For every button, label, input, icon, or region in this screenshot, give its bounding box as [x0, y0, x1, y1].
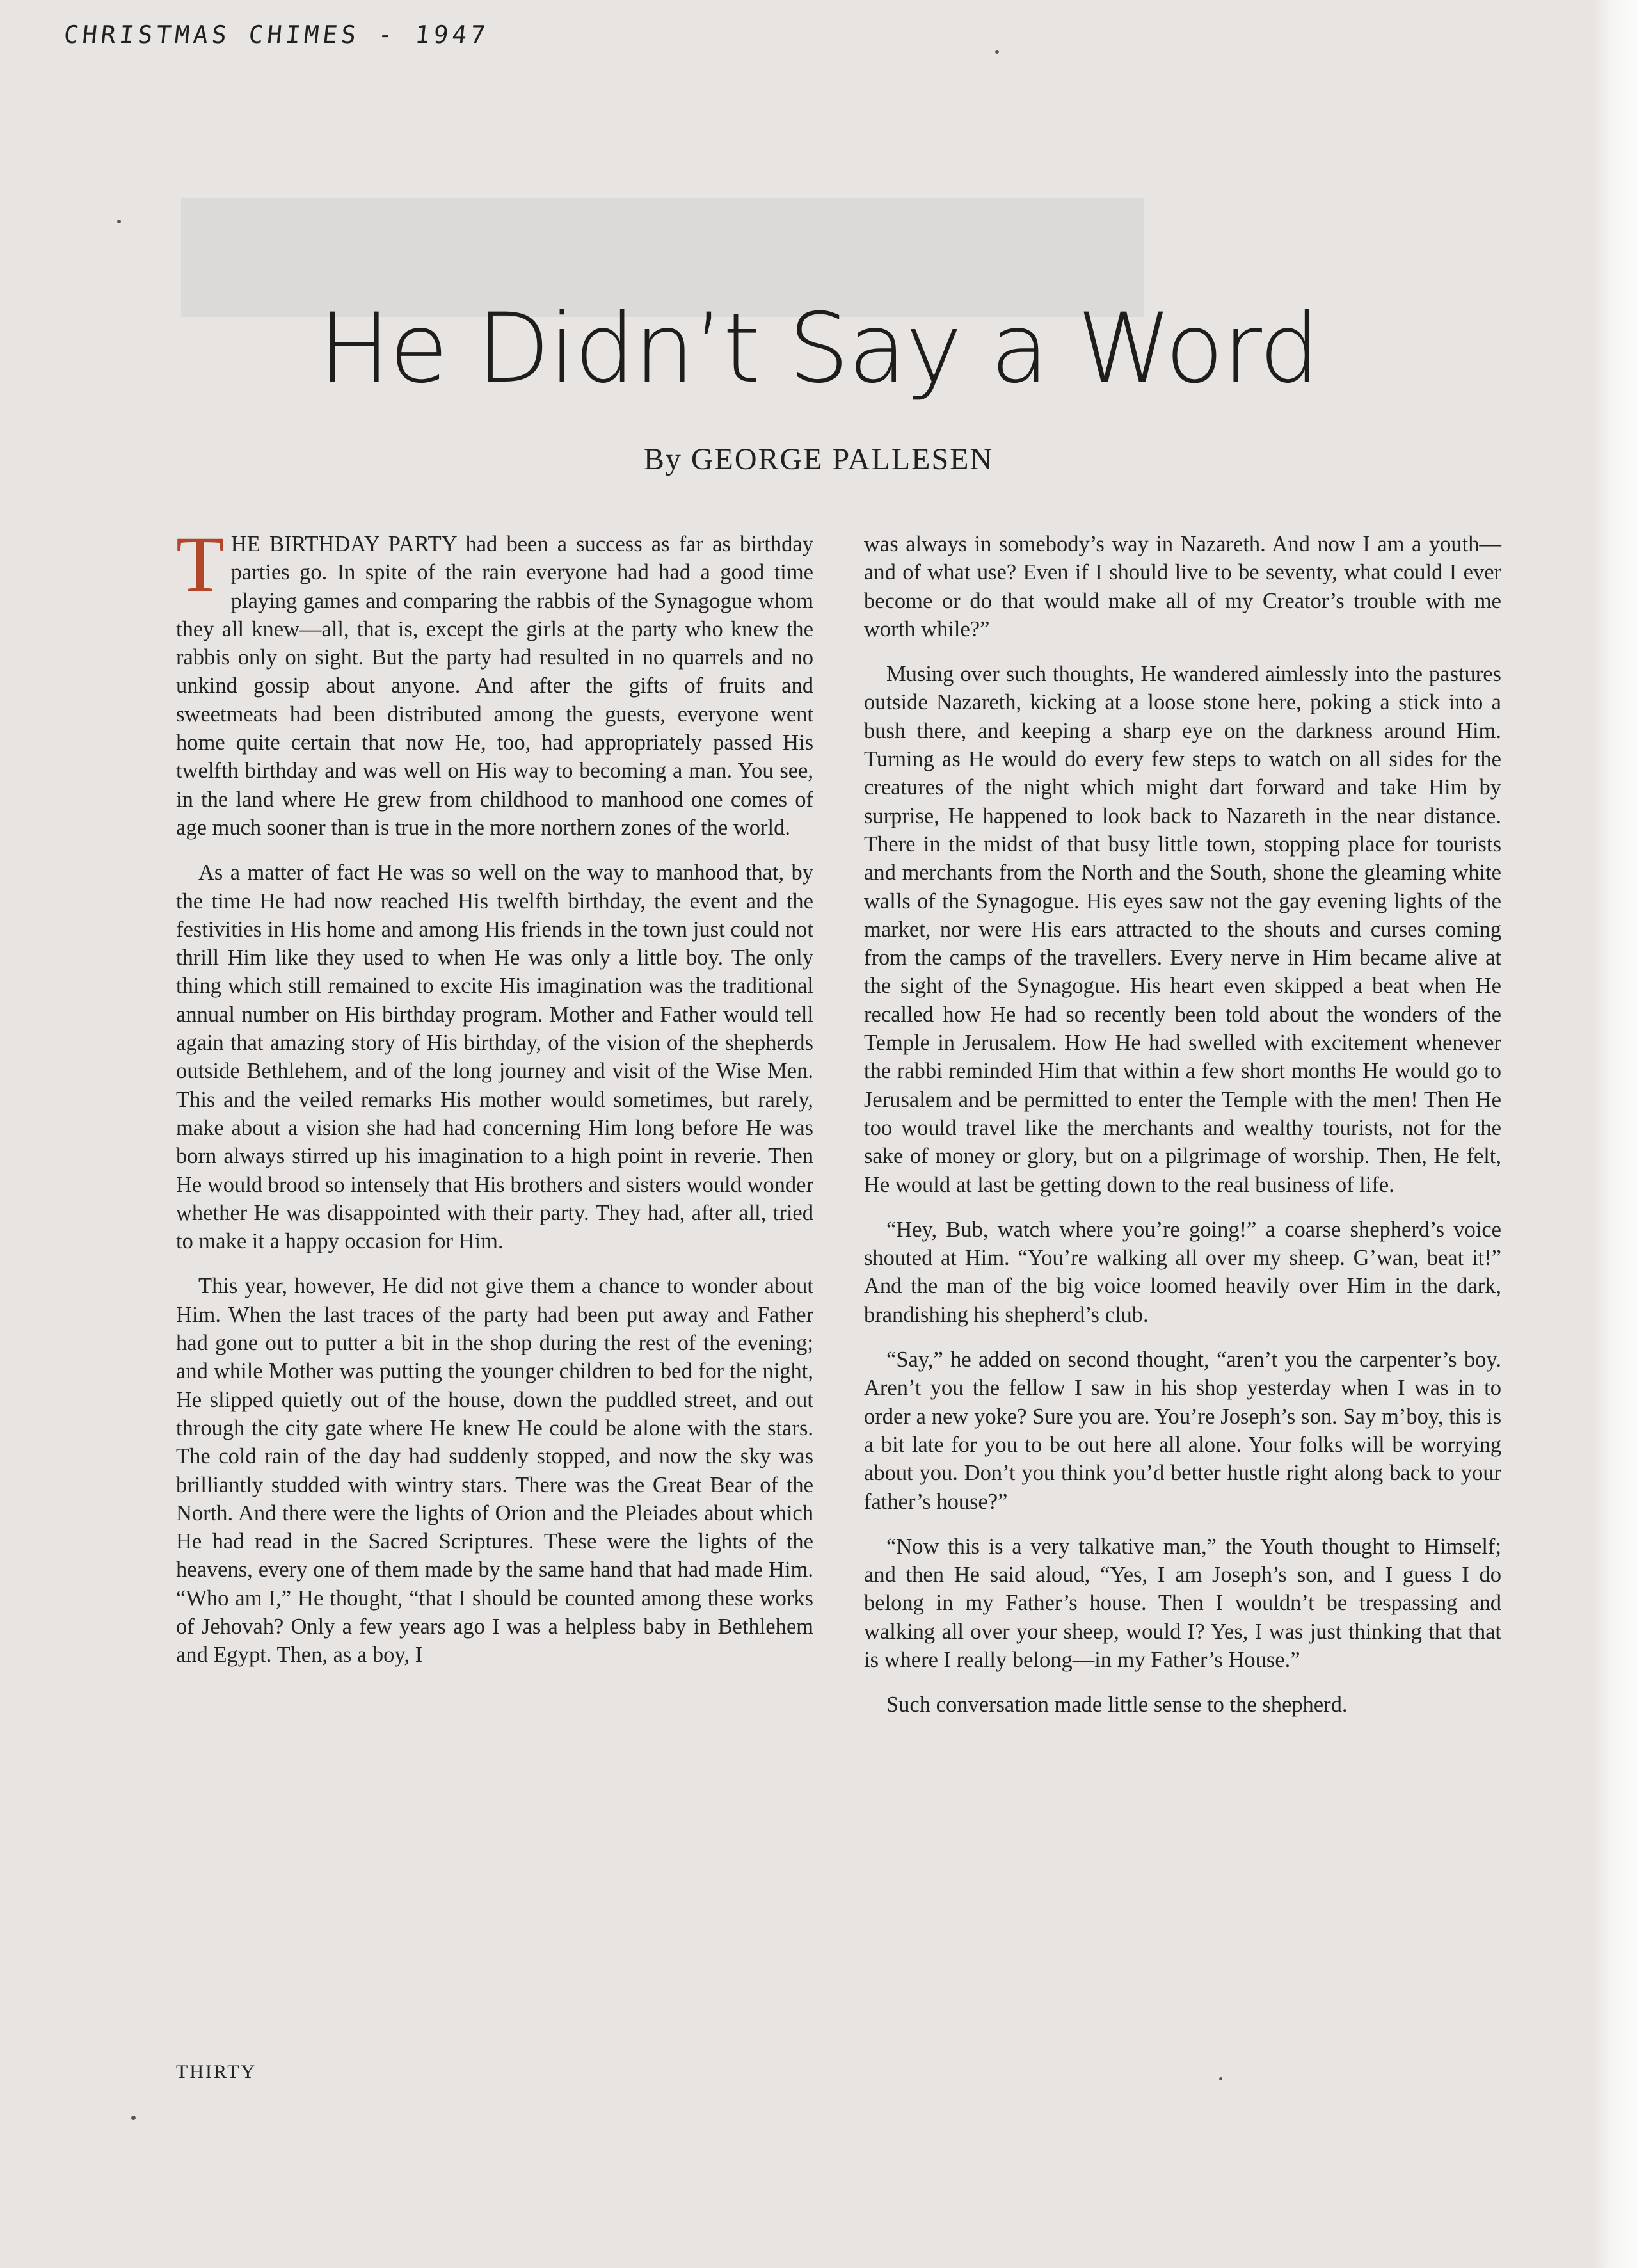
right-column [864, 530, 1501, 1736]
paragraph: was always in somebody’s way in Nazareth. And now I am a youth—and of what use? Even if I should live to be seventy, what could I ever become or do that would make all of my Creator’s trouble with me worth while?” [864, 532, 1501, 641]
paragraph: This year, however, He did not give them a chance to wonder about Him. When the last traces of the party had been put away and Father had gone out to putter a bit in the shop during the rest of the evening; and while Mother was putting the younger children to bed for the night, He slipped quietly out of the house, down the puddled street, and out through the city gate where He knew He could be alone with the stars. The cold rain of the day had suddenly stopped, and now the sky was brilliantly studded with wintry stars. There was the Great Bear of the North. And there were the lights of Orion and the Pleiades about which He had read in the Sacred Scriptures. These were the lights of the heavens, every one of them made by the same hand that had made Him. “Who am I,” He thought, “that I should be counted among these works of Jehovah? Only a few years ago I was a helpless baby in Bethlehem and Egypt. Then, as a boy, I [176, 1274, 813, 1668]
paragraph: “Say,” he added on second thought, “aren’t you the carpenter’s boy. Aren’t you the fellow I saw in his shop yesterday when I was in to order a new yoke? Sure you are. You’re Joseph’s son. Say m’boy, this is a bit late for you to be out here all alone. Your folks will be worrying about you. Don’t you think you’d better hustle right along back to your father’s house?” [864, 1347, 1501, 1514]
drop-cap: T [176, 520, 225, 608]
paragraph: “Hey, Bub, watch where you’re going!” a coarse shepherd’s voice shouted at Him. “You’re walking all over my sheep. G’wan, beat it!” And the man of the big voice loomed heavily over Him in the dark, brandishing his shepherd’s club. [864, 1217, 1501, 1327]
paragraph-text: HE BIRTHDAY PARTY had been a success as far as birthday parties go. In spite of the rain everyone had had a good time playing games and comparing the rabbis of the Synagogue whom they all knew—all, that is, except the girls at the party who knew the rabbis only on sight. But the party had resulted in no quarrels and no unkind gossip about anyone. And after the gifts of fruits and sweetmeats had been distributed among the guests, everyone went home quite certain that now He, too, had appropriately passed His twelfth birthday and was well on His way to becoming a man. You see, in the land where He grew from childhood to manhood one comes of age much sooner than is true in the more northern zones of the world. [176, 532, 813, 840]
page-folio: THIRTY [176, 2061, 257, 2082]
paragraph: Musing over such thoughts, He wandered aimlessly into the pastures outside Nazareth, kicking at a loose stone here, poking a stick into a bush there, and keeping a sharp eye on the darkness around Him. Turning as He would do every few steps to watch on all sides for the creatures of the night which might dart forward and take Him by surprise, He happened to look back to Nazareth in the near distance. There in the midst of that busy little town, stopping place for tourists and merchants from the North and the South, shone the gleaming white walls of the Synagogue. His eyes saw not the gay evening lights of the market, nor were His ears attracted to the shouts and curses coming from the camps of the travellers. Every nerve in Him became alive at the sight of the Synagogue. His heart even skipped a beat when He recalled how He had so recently been told about the wonders of the Temple in Jerusalem. How He had swelled with excitement whenever the rabbi reminded Him that within a few short months He would go to Jerusalem and be permitted to enter the Temple with the men! Then He too would travel like the merchants and wealthy tourists, not for the sake of money or glory, but on a pilgrimage of worship. Then, He felt, He would at last be getting down to the real business of life. [864, 662, 1501, 1197]
paragraph: “Now this is a very talkative man,” the Youth thought to Himself; and then He said aloud, “Yes, I am Joseph’s son, and I guess I do belong in my Father’s house. Then I wouldn’t be trespassing and walking all over your sheep, would I? Yes, I was just thinking that that is where I really belong—in my Father’s House.” [864, 1534, 1501, 1672]
dust-speck [131, 2116, 136, 2120]
dust-speck [117, 220, 121, 223]
left-column [176, 520, 813, 1686]
paragraph: As a matter of fact He was so well on the way to manhood that, by the time He had now reached His twelfth birthday, the event and the festivities in His home and among His friends in the town just could not thrill Him like they used to when He was only a little boy. The only thing which still remained to excite His imagination was the traditional annual number on His birthday program. Mother and Father would tell again that amazing story of His birthday, of the vision of the shepherds outside Bethlehem, and of the long journey and visit of the Wise Men. This and the veiled remarks His mother would sometimes, but rarely, make about a vision she had had concerning Him long before He was born always stirred up his imagination to a high point in reverie. Then He would brood so intensely that His brothers and sisters would wonder whether He was disappointed with their party. They had, after all, tried to make it a happy occasion for Him. [176, 860, 813, 1254]
paragraph [176, 520, 813, 842]
paragraph: Such conversation made little sense to the shepherd. [886, 1693, 1348, 1717]
article-title: He Didn’t Say a Word [318, 293, 1319, 405]
dust-speck [995, 50, 999, 54]
dust-speck [1219, 2077, 1222, 2080]
article-byline: By GEORGE PALLESEN [643, 442, 994, 476]
handwritten-note: CHRISTMAS CHIMES - 1947 [62, 20, 491, 49]
